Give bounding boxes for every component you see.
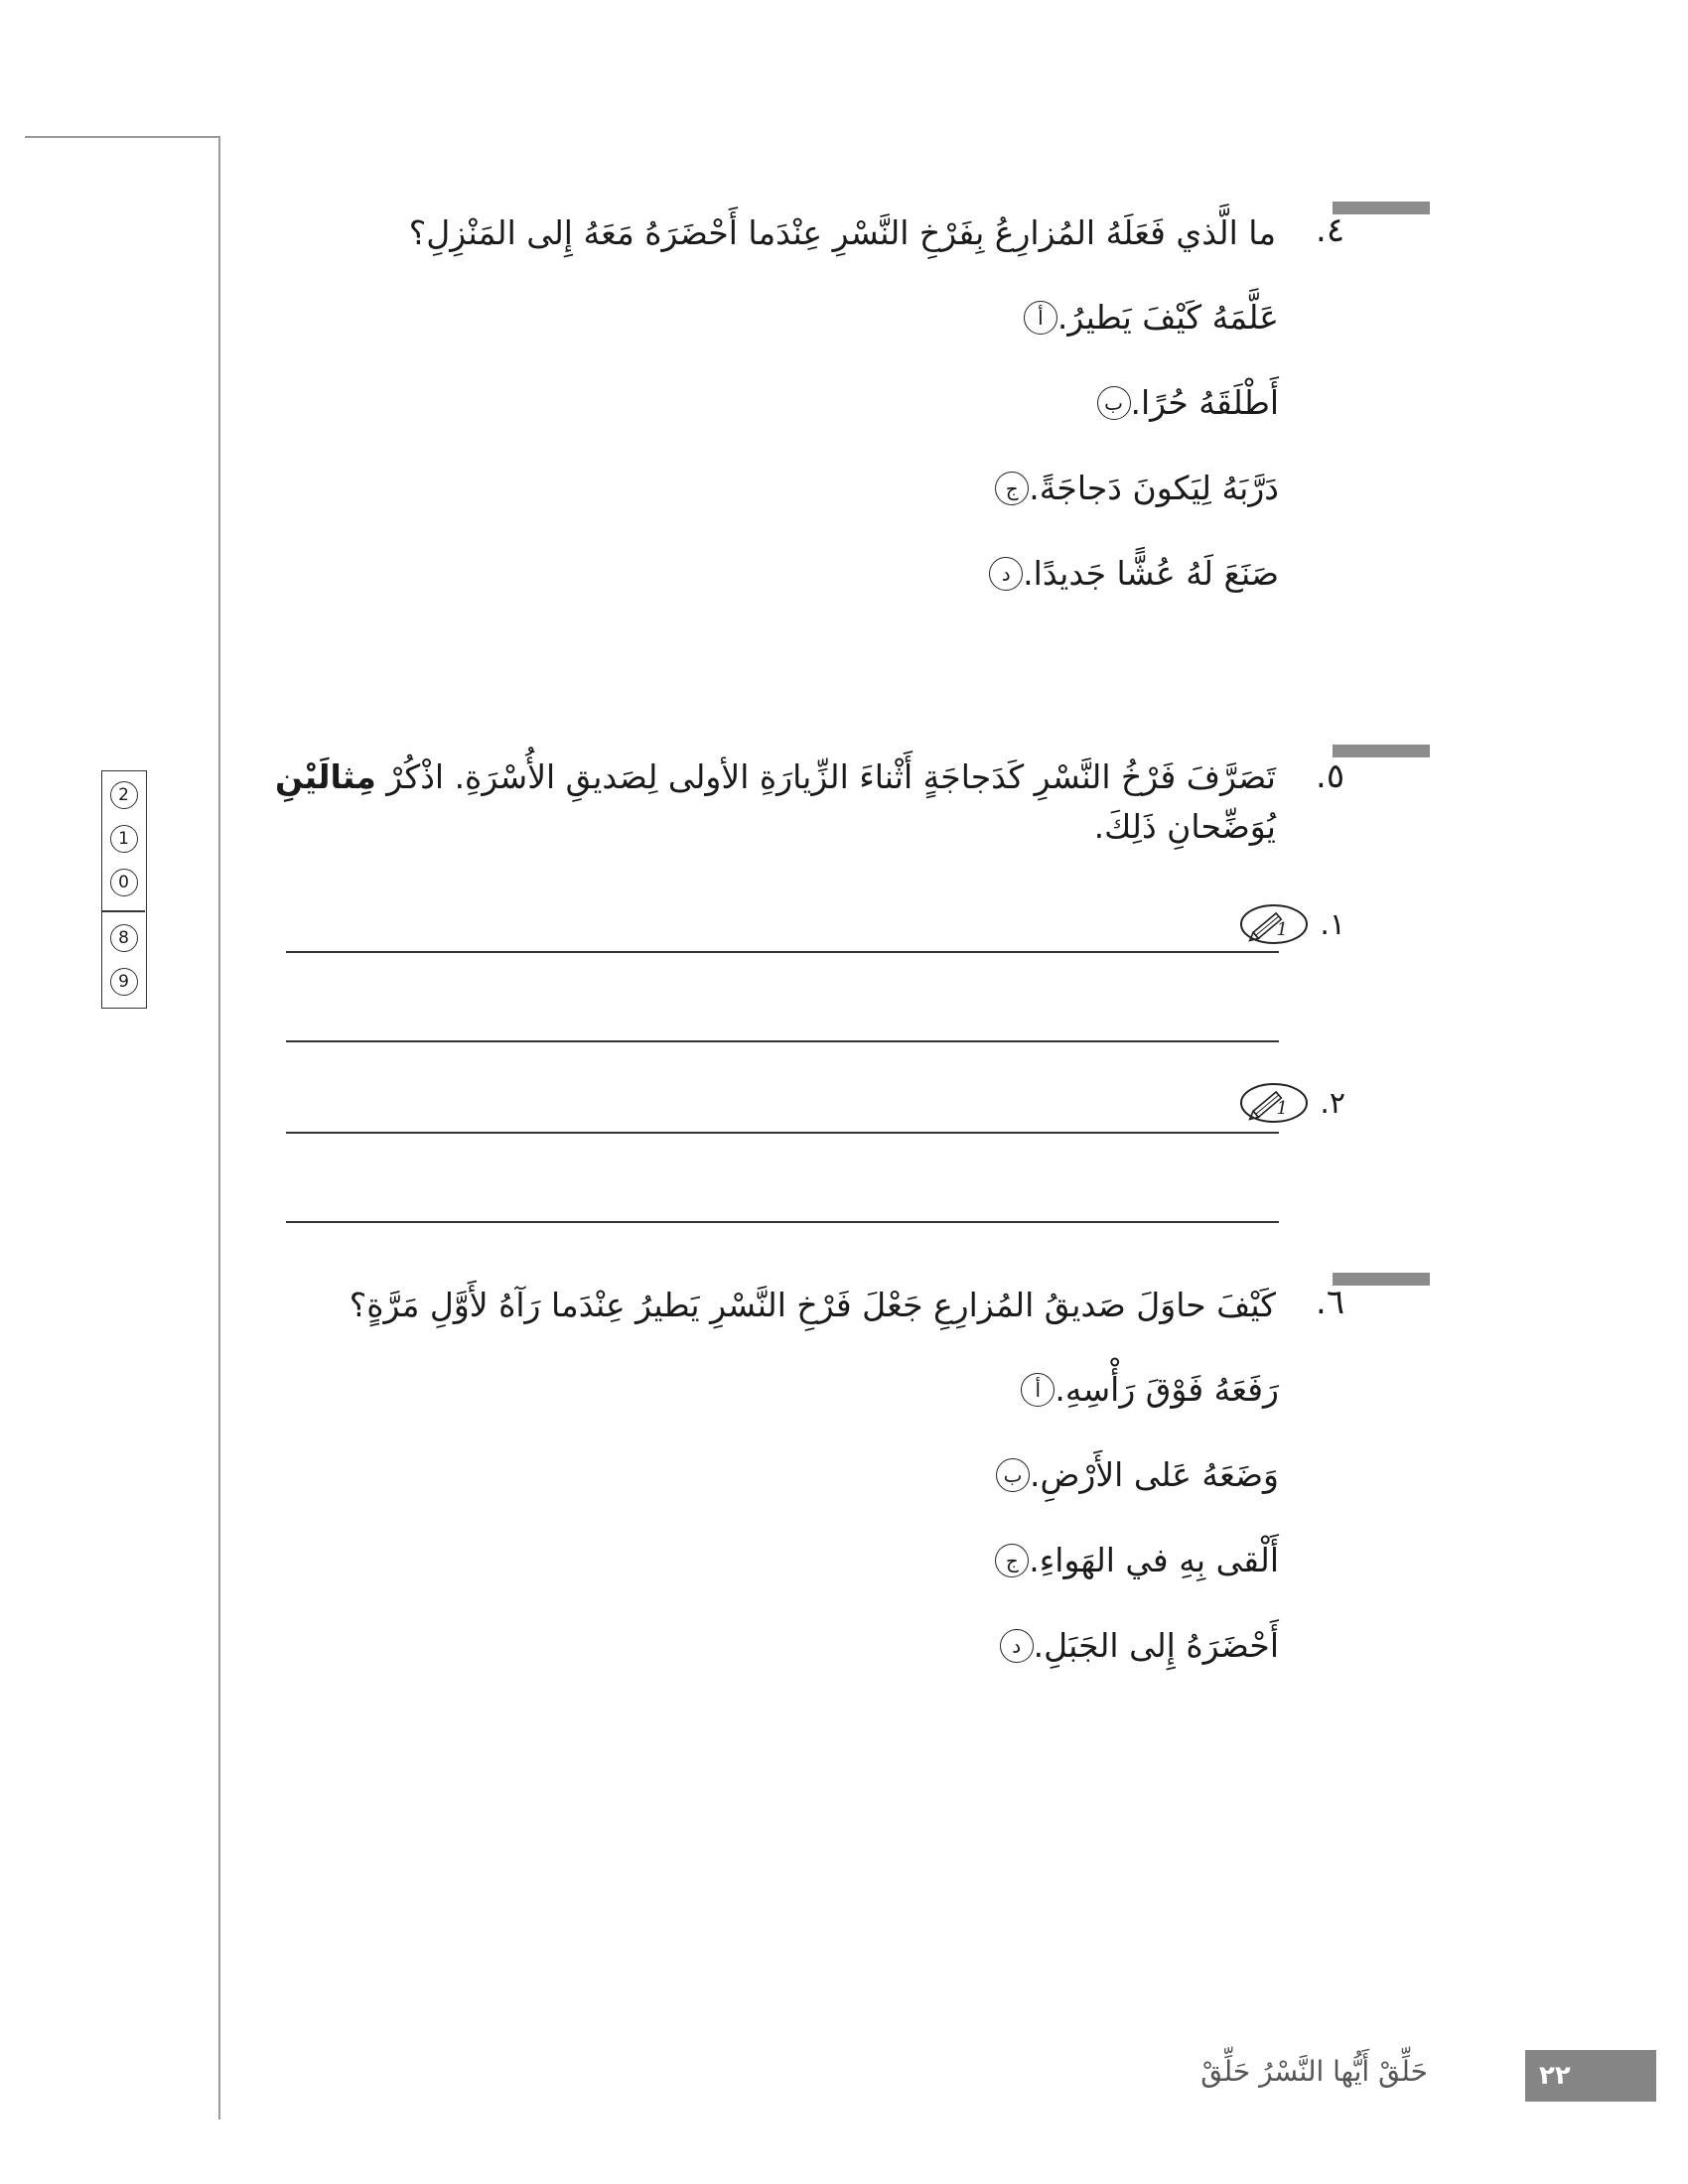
option-letter-circle[interactable]: د bbox=[989, 557, 1023, 591]
question-marker-bar bbox=[1333, 745, 1430, 757]
option-letter-circle[interactable]: ج bbox=[995, 472, 1029, 505]
score-value: 8 bbox=[110, 924, 138, 952]
question-text-part: تَصَرَّفَ فَرْخُ النَّسْرِ كَدَجاجَةٍ أَثْناءَ الزِّيارَةِ الأولى لِصَديقِ الأُسْرَةِ. اذْكُرْ bbox=[386, 757, 1276, 796]
answer-option-b[interactable] bbox=[966, 1455, 1279, 1494]
score-option[interactable] bbox=[102, 773, 145, 817]
score-option[interactable] bbox=[102, 916, 145, 960]
option-text: رَفَعَهُ فَوْقَ رَأْسِهِ. bbox=[1055, 1370, 1279, 1409]
question-number: ٤. bbox=[1316, 210, 1345, 250]
question-text: كَيْفَ حاوَلَ صَديقُ المُزارِعِ جَعْلَ فَرْخِ النَّسْرِ يَطيرُ عِنْدَما رَآهُ لأَوَّلِ مَرَّةٍ؟ bbox=[349, 1286, 1276, 1324]
pencil-icon bbox=[1238, 901, 1310, 947]
answer-option-b[interactable] bbox=[1067, 383, 1280, 422]
answer-option-a[interactable] bbox=[991, 1370, 1279, 1409]
option-letter-circle[interactable]: أ bbox=[1021, 1373, 1055, 1407]
question-text-line2: يُوَضِّحانِ ذَلِكَ. bbox=[1093, 807, 1276, 846]
question-text bbox=[223, 752, 1276, 852]
option-letter-circle[interactable]: د bbox=[1000, 1629, 1034, 1663]
pencil-icon bbox=[1238, 1080, 1310, 1126]
score-option[interactable] bbox=[102, 861, 145, 904]
answer-option-d[interactable] bbox=[959, 554, 1279, 593]
option-text: صَنَعَ لَهُ عُشًّا جَديدًا. bbox=[1023, 554, 1279, 593]
answer-line[interactable] bbox=[286, 1132, 1279, 1134]
answer-label bbox=[1238, 1080, 1345, 1126]
option-letter-circle[interactable]: ب bbox=[1097, 386, 1131, 420]
answer-option-d[interactable] bbox=[970, 1626, 1279, 1665]
option-letter-circle[interactable]: ج bbox=[995, 1544, 1029, 1577]
answer-option-c[interactable] bbox=[965, 1541, 1279, 1579]
score-separator bbox=[102, 910, 145, 912]
score-value: 2 bbox=[110, 781, 138, 809]
question-text-bold: مِثالَيْنِ bbox=[274, 757, 376, 796]
score-option[interactable] bbox=[102, 817, 145, 861]
score-value: 9 bbox=[110, 968, 138, 996]
score-option[interactable] bbox=[102, 960, 145, 1004]
question-text: ما الَّذي فَعَلَهُ المُزارِعُ بِفَرْخِ النَّسْرِ عِنْدَما أَحْضَرَهُ مَعَهُ إِلى المَنْزِلِ؟ bbox=[408, 213, 1276, 252]
answer-label bbox=[1238, 901, 1345, 947]
points-value: 1 bbox=[1276, 1098, 1289, 1119]
footer-title: حَلِّقْ أَيُّها النَّسْرُ حَلِّقْ bbox=[1200, 2055, 1428, 2088]
answer-number: ١. bbox=[1320, 906, 1345, 942]
points-value: 1 bbox=[1276, 919, 1289, 940]
question-number: ٦. bbox=[1316, 1283, 1345, 1322]
answer-option-c[interactable] bbox=[965, 469, 1279, 507]
question-number: ٥. bbox=[1316, 756, 1345, 796]
score-box bbox=[101, 770, 147, 1009]
question-marker-bar bbox=[1333, 202, 1430, 214]
option-letter-circle[interactable]: أ bbox=[1024, 301, 1057, 335]
option-text: دَرَّبَهُ لِيَكونَ دَجاجَةً. bbox=[1029, 469, 1279, 507]
option-text: أَحْضَرَهُ إِلى الجَبَلِ. bbox=[1033, 1626, 1279, 1665]
option-text: أَطْلَقَهُ حُرًا. bbox=[1130, 383, 1279, 422]
score-value: 0 bbox=[110, 869, 138, 896]
answer-option-a[interactable] bbox=[994, 298, 1279, 337]
answer-number: ٢. bbox=[1320, 1085, 1345, 1121]
answer-line[interactable] bbox=[286, 1221, 1279, 1223]
question-marker-bar bbox=[1333, 1273, 1430, 1286]
margin-rule-left bbox=[218, 136, 220, 2119]
score-value: 1 bbox=[110, 825, 138, 853]
option-text: أَلْقى بِهِ في الهَواءِ. bbox=[1029, 1541, 1279, 1579]
answer-line[interactable] bbox=[286, 1040, 1279, 1042]
option-letter-circle[interactable]: ب bbox=[996, 1458, 1030, 1492]
answer-line[interactable] bbox=[286, 951, 1279, 953]
page-number: ٢٢ bbox=[1525, 2050, 1656, 2102]
option-text: وَضَعَهُ عَلى الأَرْضِ. bbox=[1030, 1455, 1279, 1494]
margin-rule-top bbox=[25, 136, 219, 138]
option-text: عَلَّمَهُ كَيْفَ يَطيرُ. bbox=[1056, 298, 1279, 337]
